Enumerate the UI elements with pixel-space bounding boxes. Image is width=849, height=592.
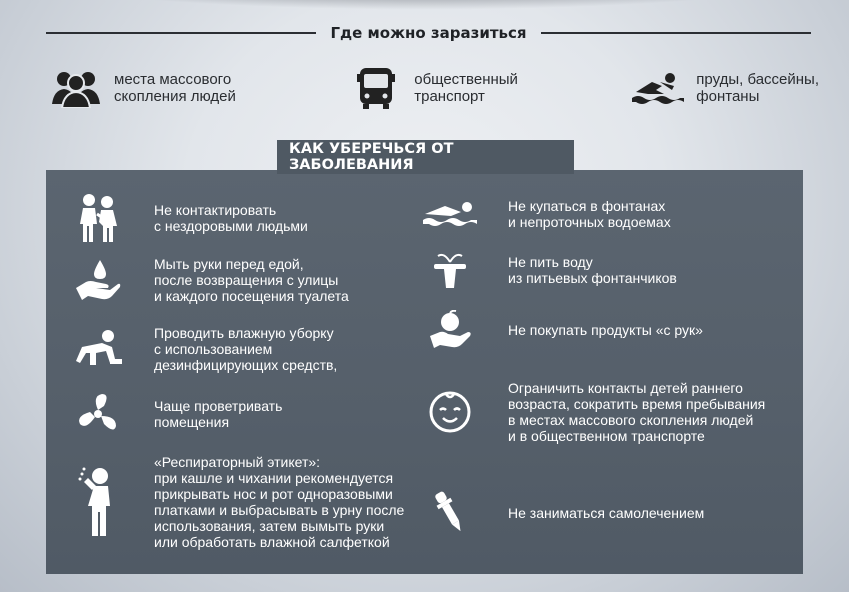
tip-no-street-food (418, 310, 703, 350)
tip-text: Чаще проветривать помещения (154, 398, 283, 430)
prevention-panel (46, 170, 803, 574)
where-item-crowds (48, 67, 236, 109)
header-line-right (541, 32, 811, 34)
cleaning-person-icon (66, 329, 130, 369)
panel-title: КАК УБЕРЕЧЬСЯ ОТ ЗАБОЛЕВАНИЯ (277, 140, 574, 174)
tip-no-fountain-water (418, 250, 677, 290)
tip-text: Мыть руки перед едой, после возвращения с улицы и каждого посещения туалета (154, 256, 349, 304)
hand-apple-icon (418, 310, 482, 350)
tip-no-swimming (418, 198, 671, 230)
fan-icon (66, 392, 130, 436)
tip-limit-children (418, 380, 765, 444)
where-text-crowds: места массового скопления людей (114, 71, 236, 105)
hand-wash-icon (66, 258, 130, 302)
dropper-icon (418, 488, 482, 538)
swimmer-icon (418, 200, 482, 228)
tip-text: Проводить влажную уборку с использованием дезинфицирующих средств, (154, 325, 338, 373)
header (46, 22, 811, 44)
tip-wash-hands (66, 256, 349, 304)
where-text-water: пруды, бассейны, фонтаны (696, 71, 819, 105)
swimmer-icon (630, 67, 686, 109)
tip-text: Не пить воду из питьевых фонтанчиков (508, 254, 677, 286)
tip-text: «Респираторный этикет»: при кашле и чихании рекомендуется прикрывать нос и рот одноразовыми платками и выбрасывать в урну после использования, затем вымыть руки или обработать влажной салфеткой (154, 454, 405, 550)
where-row (48, 64, 819, 112)
baby-face-icon (418, 390, 482, 434)
where-text-transport: общественный транспорт (414, 71, 518, 105)
tip-no-self-medication (418, 488, 704, 538)
crowd-icon (48, 67, 104, 109)
tip-text: Не покупать продукты «с рук» (508, 322, 703, 338)
drinking-fountain-icon (418, 250, 482, 290)
tip-text: Не контактировать с нездоровыми людьми (154, 202, 308, 234)
tip-no-contact (66, 192, 308, 244)
tip-etiquette (66, 454, 404, 550)
where-item-water (630, 67, 819, 109)
header-line-left (46, 32, 316, 34)
tip-text: Ограничить контакты детей раннего возраста, сократить время пребывания в местах массового скопления людей и в общественном транспорте (508, 380, 766, 444)
sick-people-icon (66, 192, 130, 244)
tip-cleaning (66, 325, 337, 373)
where-item-transport (348, 67, 518, 109)
tip-text: Не заниматься самолечением (508, 505, 705, 521)
header-title: Где можно заразиться (330, 24, 527, 42)
bus-icon (348, 67, 404, 109)
sneezing-person-icon (66, 466, 130, 538)
tip-ventilate (66, 392, 282, 436)
tip-text: Не купаться в фонтанах и непроточных водоемах (508, 198, 671, 230)
top-shadow (0, 0, 849, 10)
